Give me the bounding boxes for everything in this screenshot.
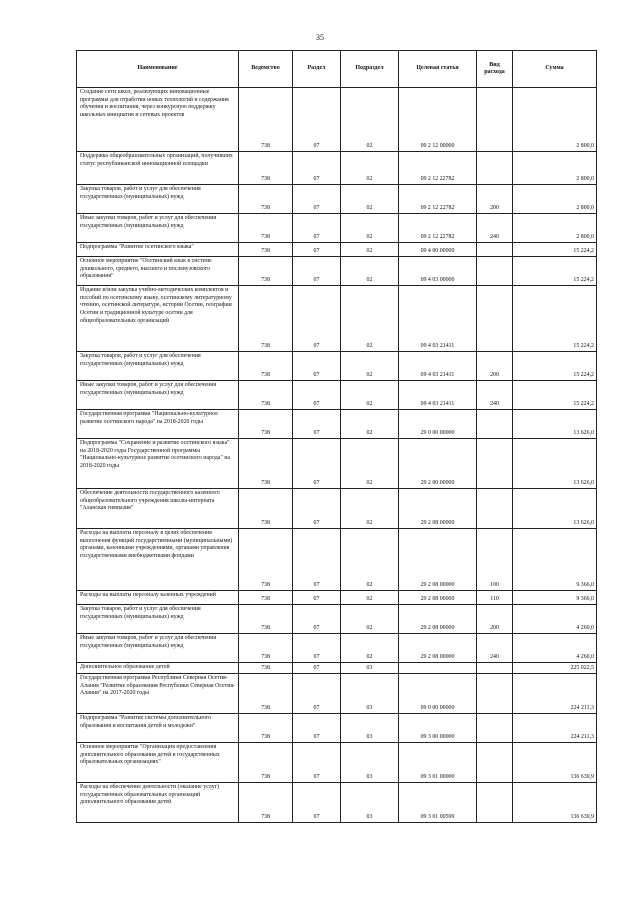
cell-vid: [477, 663, 513, 674]
cell-summa: 15 224,2: [513, 286, 597, 352]
cell-summa: 136 639,9: [513, 743, 597, 783]
cell-name: Обеспечение деятельности государственного казенного общеобразовательного учреждения школы-интерната "Аланская гимназия": [77, 489, 239, 529]
cell-summa: 13 626,0: [513, 489, 597, 529]
cell-vid: [477, 439, 513, 489]
cell-summa: 2 800,0: [513, 152, 597, 185]
cell-name: Расходы на выплаты персоналу в целях обеспечения выполнения функций государственными (муниципальными) органами, казенными учреждениями, органами управления государственными внебюджетными фондами: [77, 529, 239, 591]
header-name: Наименование: [77, 51, 239, 88]
cell-name: Подпрограмма "Развитие системы дополнительного образования и воспитания детей и молодежи": [77, 714, 239, 743]
cell-vid: [477, 410, 513, 439]
cell-podrazdel: 02: [341, 257, 399, 286]
cell-name: Закупка товаров, работ и услуг для обеспечения государственных (муниципальных) нужд: [77, 185, 239, 214]
cell-podrazdel: 02: [341, 489, 399, 529]
cell-ved: 738: [239, 663, 293, 674]
cell-vid: 200: [477, 185, 513, 214]
cell-ved: 738: [239, 152, 293, 185]
header-vid: Вид расхода: [477, 51, 513, 88]
cell-name: Дополнительное образование детей: [77, 663, 239, 674]
cell-podrazdel: 02: [341, 439, 399, 489]
cell-vid: [477, 674, 513, 714]
cell-vid: [477, 783, 513, 823]
cell-summa: 224 211,3: [513, 714, 597, 743]
cell-name: Подпрограмма "Сохранение и развитие осетинского языка" на 2018-2020 годы Государственной программы "Национально-культурное развитие осетинского народа" на 2018-2020 годы: [77, 439, 239, 489]
cell-vid: 200: [477, 605, 513, 634]
cell-statya: 09 2 12 22782: [399, 214, 477, 243]
cell-name: Подпрограмма "Развитие осетинского языка": [77, 243, 239, 257]
cell-ved: 738: [239, 529, 293, 591]
cell-razdel: 07: [293, 243, 341, 257]
cell-name: Основное мероприятие "Осетинский язык в системе дошкольного, среднего, высшего и послевузовского образования": [77, 257, 239, 286]
cell-vid: 110: [477, 591, 513, 605]
cell-statya: 09 4 03 21411: [399, 286, 477, 352]
header-row: [77, 51, 597, 88]
cell-name: Иные закупки товаров, работ и услуг для обеспечения государственных (муниципальных) нужд: [77, 634, 239, 663]
cell-ved: 738: [239, 489, 293, 529]
header-razdel: Раздел: [293, 51, 341, 88]
cell-summa: 9 366,0: [513, 591, 597, 605]
cell-summa: 15 224,2: [513, 381, 597, 410]
cell-razdel: 07: [293, 714, 341, 743]
cell-vid: [477, 743, 513, 783]
cell-ved: 738: [239, 591, 293, 605]
cell-summa: 15 224,2: [513, 352, 597, 381]
header-ved: Ведомство: [239, 51, 293, 88]
cell-razdel: 07: [293, 185, 341, 214]
cell-ved: 738: [239, 381, 293, 410]
cell-statya: 29 2 08 00000: [399, 529, 477, 591]
cell-ved: 738: [239, 439, 293, 489]
table-row: [77, 286, 597, 352]
cell-summa: 15 224,2: [513, 257, 597, 286]
cell-name: Закупка товаров, работ и услуг для обеспечения государственных (муниципальных) нужд: [77, 605, 239, 634]
cell-podrazdel: 03: [341, 674, 399, 714]
cell-name: Иные закупки товаров, работ и услуг для обеспечения государственных (муниципальных) нужд: [77, 381, 239, 410]
cell-podrazdel: 03: [341, 663, 399, 674]
header-summa: Сумма: [513, 51, 597, 88]
cell-razdel: 07: [293, 214, 341, 243]
table-row: [77, 743, 597, 783]
cell-name: Государственная программа Республики Северная Осетия-Алания "Развитие образования Республики Северная Осетия-Алания" на 2017-2020 годы: [77, 674, 239, 714]
cell-vid: [477, 286, 513, 352]
table-row: [77, 783, 597, 823]
cell-statya: 09 2 12 22782: [399, 152, 477, 185]
cell-razdel: 07: [293, 439, 341, 489]
table-row: [77, 214, 597, 243]
cell-ved: 738: [239, 674, 293, 714]
cell-razdel: 07: [293, 152, 341, 185]
cell-vid: 240: [477, 634, 513, 663]
cell-ved: 738: [239, 185, 293, 214]
cell-ved: 738: [239, 352, 293, 381]
cell-statya: 29 2 08 00000: [399, 634, 477, 663]
cell-vid: [477, 88, 513, 152]
cell-summa: 2 800,0: [513, 185, 597, 214]
cell-podrazdel: 02: [341, 185, 399, 214]
cell-statya: 09 4 03 21411: [399, 352, 477, 381]
cell-ved: 738: [239, 714, 293, 743]
cell-name: Издание и/или закупка учебно-методических комплектов и пособий по осетинскому языку, осетинскому литературному чтению, осетинской литературе, истории Осетии, географии Осетии и традиционной культуре осетин для общеобразовательных организаций: [77, 286, 239, 352]
table-row: [77, 352, 597, 381]
table-row: [77, 605, 597, 634]
cell-name: Иные закупки товаров, работ и услуг для обеспечения государственных (муниципальных) нужд: [77, 214, 239, 243]
cell-vid: 240: [477, 381, 513, 410]
budget-table: [76, 50, 597, 823]
cell-summa: 9 366,0: [513, 529, 597, 591]
cell-podrazdel: 02: [341, 634, 399, 663]
cell-podrazdel: 02: [341, 88, 399, 152]
cell-summa: 13 626,0: [513, 439, 597, 489]
cell-podrazdel: 02: [341, 214, 399, 243]
cell-summa: 4 260,0: [513, 634, 597, 663]
cell-podrazdel: 02: [341, 529, 399, 591]
cell-statya: 29 2 08 00000: [399, 605, 477, 634]
cell-razdel: 07: [293, 88, 341, 152]
table-row: [77, 529, 597, 591]
cell-statya: 09 2 12 22782: [399, 185, 477, 214]
cell-razdel: 07: [293, 634, 341, 663]
table-row: [77, 439, 597, 489]
cell-razdel: 07: [293, 605, 341, 634]
cell-vid: [477, 489, 513, 529]
cell-ved: 738: [239, 634, 293, 663]
cell-statya: 09 4 03 00000: [399, 257, 477, 286]
table-row: [77, 88, 597, 152]
cell-razdel: 07: [293, 743, 341, 783]
cell-podrazdel: 02: [341, 243, 399, 257]
cell-summa: 2 800,0: [513, 88, 597, 152]
cell-ved: 738: [239, 743, 293, 783]
table-row: [77, 381, 597, 410]
cell-podrazdel: 02: [341, 286, 399, 352]
cell-podrazdel: 02: [341, 352, 399, 381]
cell-ved: 738: [239, 214, 293, 243]
cell-razdel: 07: [293, 352, 341, 381]
cell-vid: 200: [477, 352, 513, 381]
cell-podrazdel: 02: [341, 381, 399, 410]
cell-statya: 09 4 03 21411: [399, 381, 477, 410]
cell-podrazdel: 03: [341, 714, 399, 743]
table-row: [77, 152, 597, 185]
table-row: [77, 714, 597, 743]
cell-statya: 09 0 00 00000: [399, 674, 477, 714]
header-statya: Целевая статья: [399, 51, 477, 88]
cell-statya: 09 3 01 00599: [399, 783, 477, 823]
cell-statya: [399, 663, 477, 674]
cell-razdel: 07: [293, 381, 341, 410]
cell-podrazdel: 02: [341, 605, 399, 634]
cell-statya: 29 2 08 00000: [399, 489, 477, 529]
cell-ved: 738: [239, 783, 293, 823]
table-row: [77, 591, 597, 605]
cell-vid: [477, 714, 513, 743]
cell-statya: 29 2 00 00000: [399, 439, 477, 489]
cell-name: Расходы на обеспечение деятельности (оказание услуг) государственных образовательных организаций дополнительного образования детей: [77, 783, 239, 823]
cell-ved: 738: [239, 410, 293, 439]
cell-razdel: 07: [293, 410, 341, 439]
cell-razdel: 07: [293, 591, 341, 605]
table-row: [77, 674, 597, 714]
cell-vid: [477, 152, 513, 185]
cell-razdel: 07: [293, 674, 341, 714]
cell-razdel: 07: [293, 489, 341, 529]
cell-podrazdel: 03: [341, 783, 399, 823]
table-row: [77, 257, 597, 286]
page-number: 35: [316, 33, 324, 42]
cell-name: Поддержка общеобразовательных организаций, получивших статус республиканской инновационной площадки: [77, 152, 239, 185]
cell-vid: 240: [477, 214, 513, 243]
cell-vid: 100: [477, 529, 513, 591]
table-row: [77, 663, 597, 674]
cell-podrazdel: 02: [341, 591, 399, 605]
cell-razdel: 07: [293, 257, 341, 286]
table-row: [77, 489, 597, 529]
cell-name: Расходы на выплаты персоналу казенных учреждений: [77, 591, 239, 605]
cell-statya: 09 2 12 00000: [399, 88, 477, 152]
table-row: [77, 634, 597, 663]
cell-podrazdel: 03: [341, 743, 399, 783]
cell-statya: 29 0 00 00000: [399, 410, 477, 439]
cell-name: Основное мероприятие "Организация предоставления дополнительного образования детей в государственных образовательных организациях": [77, 743, 239, 783]
cell-name: Закупка товаров, работ и услуг для обеспечения государственных (муниципальных) нужд: [77, 352, 239, 381]
cell-razdel: 07: [293, 529, 341, 591]
cell-summa: 13 626,0: [513, 410, 597, 439]
cell-statya: 09 3 01 00000: [399, 743, 477, 783]
cell-summa: 4 260,0: [513, 605, 597, 634]
table-row: [77, 410, 597, 439]
cell-ved: 738: [239, 286, 293, 352]
cell-name: Государственная программа "Национально-культурное развитие осетинского народа" на 2018-2020 годы: [77, 410, 239, 439]
cell-statya: 09 3 00 00000: [399, 714, 477, 743]
cell-ved: 738: [239, 605, 293, 634]
cell-statya: 09 4 00 00000: [399, 243, 477, 257]
cell-statya: 29 2 08 00000: [399, 591, 477, 605]
table-row: [77, 243, 597, 257]
cell-summa: 2 800,0: [513, 214, 597, 243]
cell-name: Создание сети школ, реализующих инновационные программы для отработки новых технологий и содержания обучения и воспитания, через конкурсную поддержку школьных инициатив и сетевых проектов: [77, 88, 239, 152]
cell-vid: [477, 257, 513, 286]
header-podrazdel: Подраздел: [341, 51, 399, 88]
cell-summa: 224 211,3: [513, 674, 597, 714]
cell-razdel: 07: [293, 663, 341, 674]
cell-ved: 738: [239, 243, 293, 257]
cell-podrazdel: 02: [341, 152, 399, 185]
cell-ved: 738: [239, 88, 293, 152]
table-row: [77, 185, 597, 214]
cell-summa: 136 639,9: [513, 783, 597, 823]
cell-summa: 15 224,2: [513, 243, 597, 257]
cell-razdel: 07: [293, 286, 341, 352]
cell-razdel: 07: [293, 783, 341, 823]
cell-vid: [477, 243, 513, 257]
cell-ved: 738: [239, 257, 293, 286]
cell-summa: 225 022,5: [513, 663, 597, 674]
cell-podrazdel: 02: [341, 410, 399, 439]
